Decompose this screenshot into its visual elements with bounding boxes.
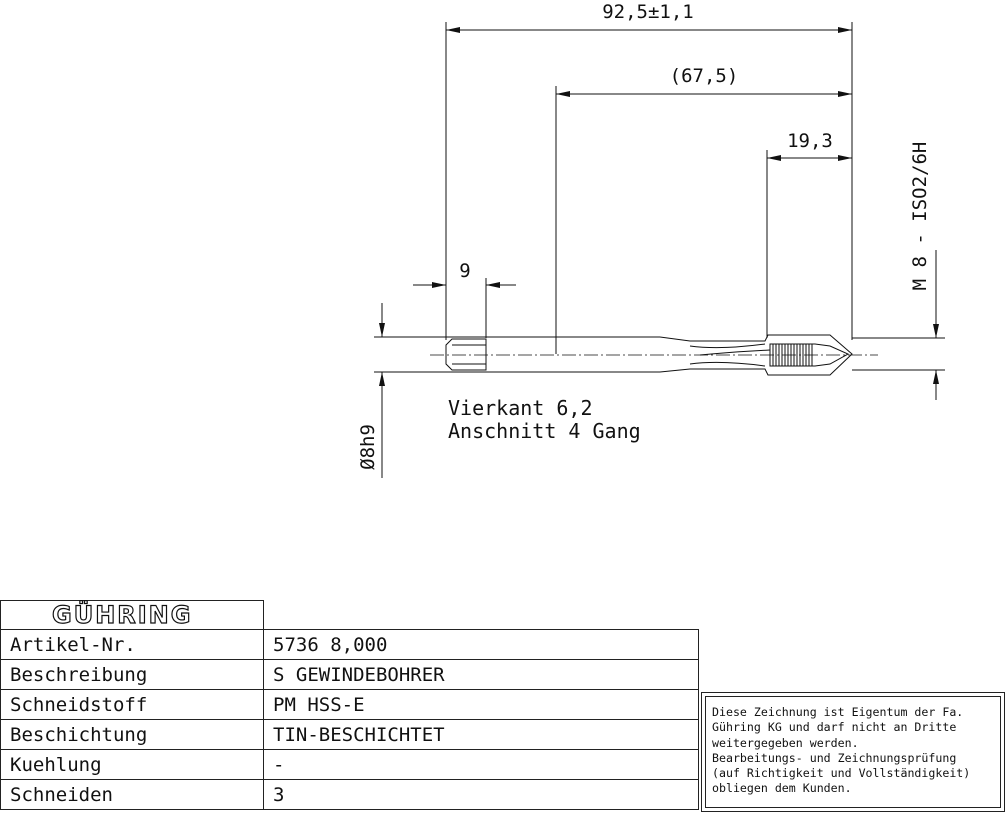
dim-shank-diameter-text: Ø8h9 — [357, 424, 379, 470]
dimension-shank-length — [556, 65, 852, 354]
row-label: Schneiden — [1, 780, 264, 810]
dim-total-length-text: 92,5±1,1 — [602, 1, 694, 23]
row-value: 5736 8,000 — [264, 630, 699, 660]
note-chamfer: Anschnitt 4 Gang — [448, 419, 641, 443]
table-row — [1, 780, 699, 810]
ownership-notice-box — [701, 692, 1005, 812]
table-row — [1, 720, 699, 750]
note-square: Vierkant 6,2 — [448, 396, 593, 420]
dimension-thread-length — [767, 130, 852, 338]
notice-line: weitergegeben werden. — [712, 735, 859, 750]
notice-line: Gühring KG und darf nicht an Dritte — [712, 720, 957, 735]
row-value: PM HSS-E — [264, 690, 699, 720]
table-row — [1, 660, 699, 690]
title-block — [0, 600, 699, 810]
ownership-notice — [705, 696, 1001, 808]
dim-thread-length-text: 19,3 — [787, 130, 833, 152]
table-row — [1, 750, 699, 780]
dimension-square-length — [413, 260, 516, 338]
thread-spec-text: M 8 - ISO2/6H — [909, 141, 931, 291]
dimension-shank-diameter — [357, 303, 486, 478]
row-label: Kuehlung — [1, 750, 264, 780]
row-value: - — [264, 750, 699, 780]
notice-line: Diese Zeichnung ist Eigentum der Fa. — [712, 705, 964, 719]
row-value: 3 — [264, 780, 699, 810]
logo-row-empty — [264, 601, 699, 630]
notice-line: (auf Richtigkeit und Vollständigkeit) — [712, 766, 971, 781]
row-label: Beschichtung — [1, 720, 264, 750]
dimension-total-length — [446, 1, 852, 340]
table-row — [1, 690, 699, 720]
logo-row — [1, 601, 699, 630]
row-value: S GEWINDEBOHRER — [264, 660, 699, 690]
guehring-logo: GÜHRING — [52, 601, 193, 629]
logo-cell — [1, 601, 264, 630]
notice-line: obliegen dem Kunden. — [712, 781, 852, 796]
dim-square-length-text: 9 — [459, 260, 471, 282]
row-label: Schneidstoff — [1, 690, 264, 720]
dimension-thread-diameter — [852, 142, 945, 400]
row-value: TIN-BESCHICHTET — [264, 720, 699, 750]
dim-shank-length-text: (67,5) — [669, 65, 739, 87]
table-row — [1, 630, 699, 660]
row-label: Artikel-Nr. — [1, 630, 264, 660]
row-label: Beschreibung — [1, 660, 264, 690]
notice-line: Bearbeitungs- und Zeichnungsprüfung — [712, 750, 957, 765]
